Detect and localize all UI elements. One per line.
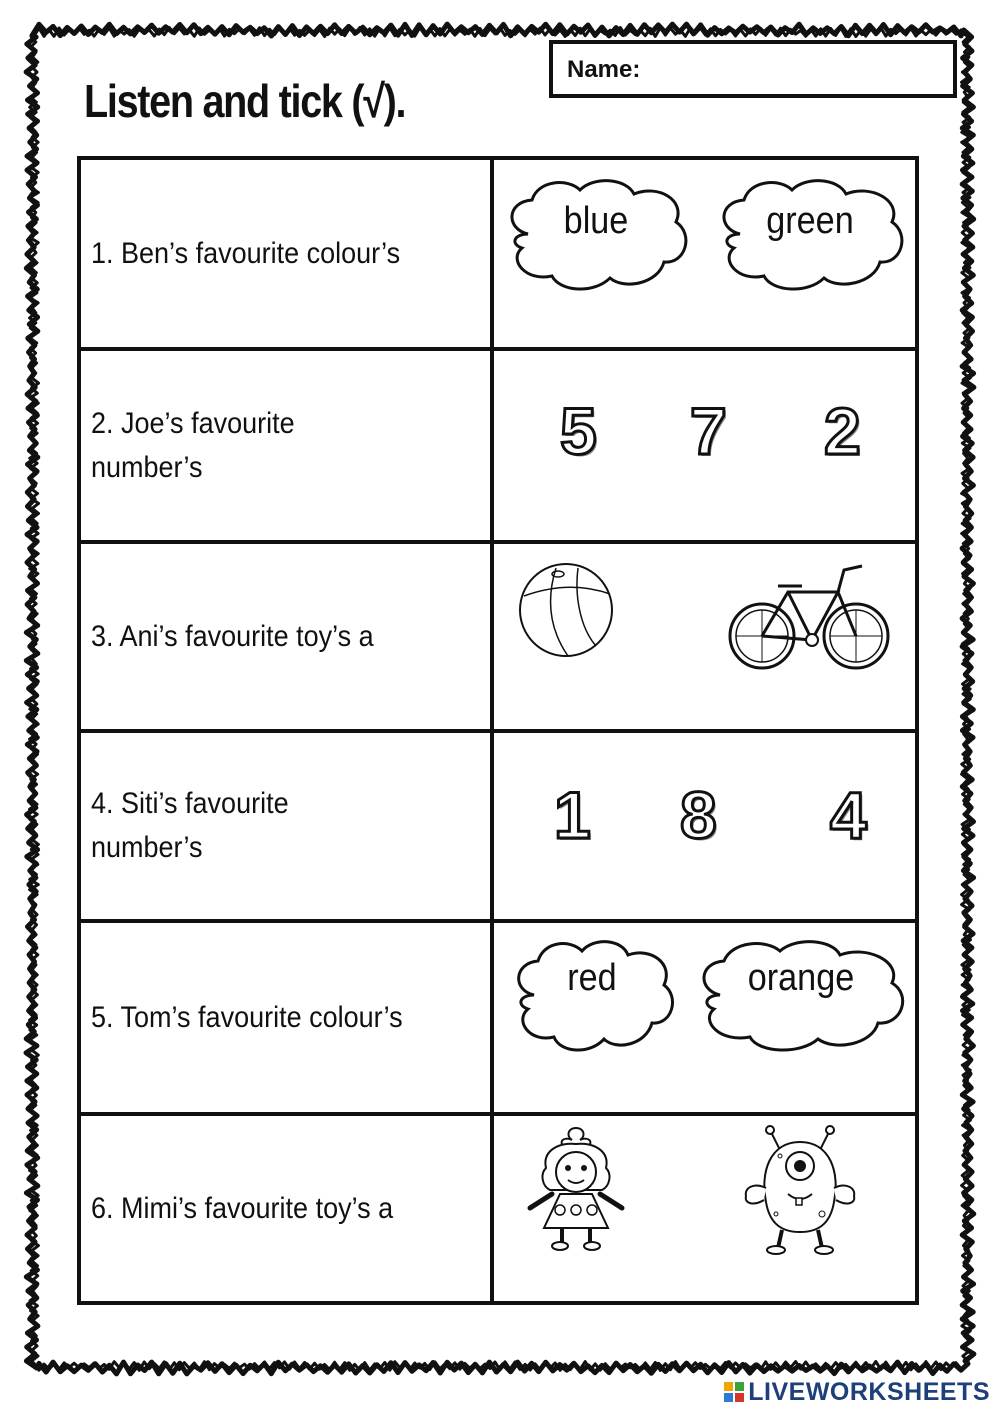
option-word: orange [747,957,855,999]
option-red[interactable] [506,935,678,1059]
monster-icon[interactable] [740,1122,860,1256]
question-text: 2. Joe’s favourite number’s [91,406,295,484]
option-word: blue [563,200,629,242]
option-word: green [766,200,854,242]
answer-cell [494,351,915,540]
question-text: 1. Ben’s favourite colour’s [91,236,401,270]
question-text: 4. Siti’s favourite number’s [91,787,289,864]
table-row [81,733,915,923]
question-text: 6. Mimi’s favourite toy’s a [91,1191,394,1225]
worksheet-table [77,156,919,1305]
option-orange[interactable] [690,935,912,1059]
page-title: Listen and tick (√). [84,75,406,127]
ball-icon[interactable] [516,560,618,660]
question-text: 3. Ani’s favourite toy’s a [91,619,374,653]
option-number[interactable]: 2 [824,394,861,468]
question-cell [81,160,494,347]
answer-cell [494,1116,915,1301]
table-row [81,160,915,351]
answer-cell [494,544,915,729]
watermark-text: LIVEWORKSHEETS [748,1377,990,1406]
question-cell [81,923,494,1112]
question-cell [81,733,494,919]
name-label: Name: [567,56,641,83]
question-cell [81,544,494,729]
answer-cell [494,160,915,347]
bicycle-icon[interactable] [726,556,894,674]
question-cell [81,1116,494,1301]
answer-cell [494,733,915,919]
table-row [81,923,915,1116]
table-row [81,1116,915,1301]
watermark [724,1377,990,1407]
liveworksheets-logo-icon [724,1382,744,1402]
question-text: 5. Tom’s favourite colour’s [91,1000,403,1034]
option-number[interactable]: 5 [560,394,597,468]
option-number[interactable]: 8 [680,778,717,852]
table-row [81,351,915,544]
option-number[interactable]: 7 [690,394,727,468]
answer-cell [494,923,915,1112]
table-row [81,544,915,733]
option-blue[interactable] [498,174,694,298]
doll-icon[interactable] [516,1124,636,1254]
name-field[interactable] [549,40,957,98]
option-number[interactable]: 4 [830,778,867,852]
option-word: red [567,957,617,999]
question-cell [81,351,494,540]
option-number[interactable]: 1 [554,778,591,852]
option-green[interactable] [710,174,910,298]
